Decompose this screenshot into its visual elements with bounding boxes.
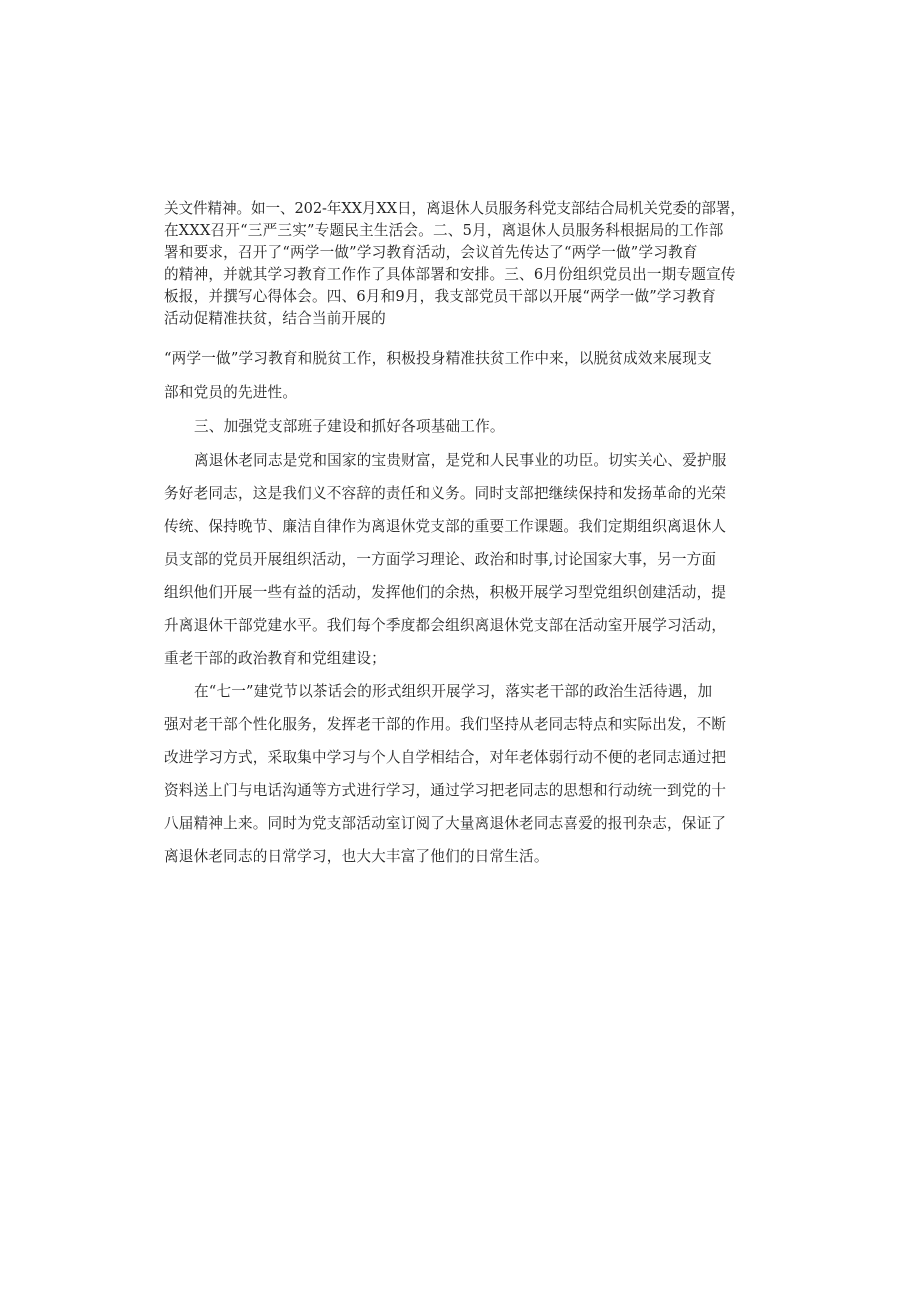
text-line: 部和党员的先进性。 (164, 384, 298, 401)
text-line: 活动促精准扶贫，结合当前开展的 (164, 310, 386, 327)
paragraph-4 (164, 675, 764, 873)
paragraph-3 (164, 444, 764, 675)
text-line: 的精神，并就其学习教育工作作了具体部署和安排。三、6月份组织党员出一期专题宣传 (164, 266, 736, 283)
text-line: 在XXX召开“三严三实”专题民主生活会。二、5月，离退休人员服务科根据局的工作部 (164, 222, 724, 239)
text-line: 传统、保持晚节、廉洁自律作为离退休党支部的重要工作课题。我们定期组织离退休人 (164, 518, 727, 535)
paragraph-1 (164, 198, 764, 330)
section-heading (164, 410, 764, 444)
text-line: 强对老干部个性化服务，发挥老干部的作用。我们坚持从老同志特点和实际出发，不断 (164, 716, 727, 733)
text-line: 升离退休干部党建水平。我们每个季度都会组织离退休党支部在活动室开展学习活动， (164, 617, 727, 634)
text-line: 资料送上门与电话沟通等方式进行学习，通过学习把老同志的思想和行动统一到党的十 (164, 782, 727, 799)
text-line: “两学一做”学习教育和脱贫工作，积极投身精准扶贫工作中来，以脱贫成效来展现支 (164, 350, 712, 367)
heading-text: 三、加强党支部班子建设和抓好各项基础工作。 (194, 418, 505, 435)
text-line: 离退休老同志的日常学习，也大大丰富了他们的日常生活。 (164, 848, 549, 865)
text-line: 八届精神上来。同时为党支部活动室订阅了大量离退休老同志喜爱的报刊杂志，保证了 (164, 815, 727, 832)
paragraph-2 (164, 342, 764, 410)
text-line: 务好老同志，这是我们义不容辞的责任和义务。同时支部把继续保持和发扬革命的光荣 (164, 485, 727, 502)
text-line: 署和要求，召开了“两学一做”学习教育活动，会议首先传达了“两学一做”学习教育 (164, 244, 698, 261)
text-line: 关文件精神。如一、202-年XX月XX日，离退休人员服务科党支部结合局机关党委的部署， (164, 200, 745, 217)
text-line: 改进学习方式，采取集中学习与个人自学相结合，对年老体弱行动不便的老同志通过把 (164, 749, 727, 766)
document-body (164, 198, 764, 873)
text-line: 板报，并撰写心得体会。四、6月和9月，我支部党员干部以开展“两学一做”学习教育 (164, 288, 717, 305)
text-line: 组织他们开展一些有益的活动，发挥他们的余热，积极开展学习型党组织创建活动，提 (164, 584, 727, 601)
text-line: 离退休老同志是党和国家的宝贵财富，是党和人民事业的功臣。切实关心、爱护服 (194, 452, 727, 469)
text-line: 重老干部的政治教育和党组建设； (164, 650, 386, 667)
text-line: 员支部的党员开展组织活动，一方面学习理论、政治和时事,讨论国家大事，另一方面 (164, 551, 717, 568)
text-line: 在“七一”建党节以茶话会的形式组织开展学习，落实老干部的政治生活待遇，加 (194, 683, 713, 700)
